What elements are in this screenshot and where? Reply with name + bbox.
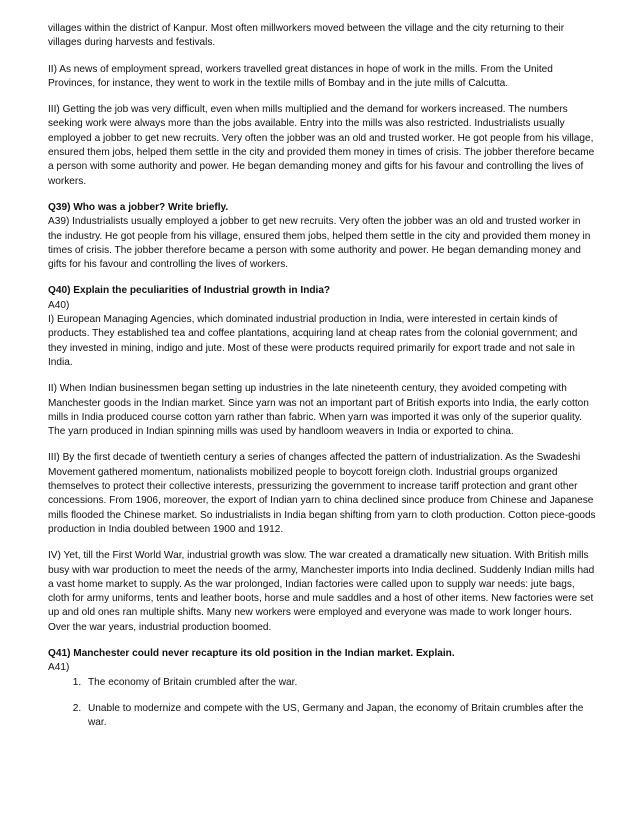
- q41-answer-label: A41): [48, 662, 70, 674]
- q40-section: [48, 284, 596, 635]
- q40-point: II) When Indian businessmen began setting up industries in the late nineteenth century, they avoided competing with Manchester goods in the Indian market. Since yarn was not an important part of British exports into India, the early cotton mills in India produced course cotton yarn rather than fabric. When yarn was imported it was only of the superior quality. The yarn produced in Indian spinning mills was used by handloom weavers in India or exported to china.: [48, 383, 589, 438]
- intro-paragraph: III) Getting the job was very difficult, even when mills multiplied and the demand for workers increased. The numbers seeking work were always more than the jobs available. Entry into the mills was also restricted. Industrialists usually employed a jobber to get new recruits. Very often the jobber was an old and trusted worker. He got people from his village, ensured them jobs, helped them settle in the city and provided them money in times of crisis. The jobber therefore became a person with some authority and power. He began demanding money and gifts for his favour and controlling the lives of workers.: [48, 104, 595, 187]
- q40-question: Q40) Explain the peculiarities of Industrial growth in India?: [48, 285, 331, 297]
- q41-question: Q41) Manchester could never recapture its old position in the Indian market. Explain.: [48, 647, 455, 659]
- q41-answer-list: [48, 676, 596, 731]
- intro-paragraph: II) As news of employment spread, workers travelled great distances in hope of work in the mills. From the United Provinces, for instance, they went to work in the textile mills of Bombay and in the jute mills of Calcutta.: [48, 63, 553, 89]
- intro-paragraph: villages within the district of Kanpur. Most often millworkers moved between the village and the city returning to their villages during harvests and festivals.: [48, 23, 565, 49]
- q41-section: [48, 647, 596, 730]
- document-page: [48, 22, 596, 742]
- q39-answer: A39) Industrialists usually employed a jobber to get new recruits. Very often the jobber was an old and trusted worker in the industry. He got people from his village, ensured them jobs, helped them settle in the city and provided them money in times of crisis. The jobber therefore became a person with some authority and power. He began demanding money and gifts for his favour and controlling the lives of workers.: [48, 216, 591, 271]
- q40-point: IV) Yet, till the First World War, industrial growth was slow. The war created a dramatically new situation. With British mills busy with war production to meet the needs of the army, Manchester imports into India declined. Suddenly Indian mills had a vast home market to supply. As the war prolonged, Indian factories were called upon to supply war needs: jute bags, cloth for army uniforms, tents and leather boots, horse and mule saddles and a host of other items. New factories were set up and old ones ran multiple shifts. Many new workers were employed and everyone was made to work longer hours. Over the war years, industrial production boomed.: [48, 550, 595, 633]
- q40-point: III) By the first decade of twentieth century a series of changes affected the pattern of industrialization. As the Swadeshi Movement gathered momentum, nationalists mobilized people to boycott foreign cloth. Industrial groups organized themselves to protect their collective interests, pressurizing the government to increase tariff protection and grant other concessions. From 1906, moreover, the export of Indian yarn to china declined since produce from Chinese and Japanese mills flooded the Chinese market. So industrialists in India began shifting from yarn to cloth production. Cotton piece-goods production in India doubled between 1900 and 1912.: [48, 452, 596, 535]
- list-item: 1. The economy of Britain crumbled after the war.: [84, 676, 596, 690]
- q40-answer-label: A40): [48, 299, 70, 311]
- q40-point: I) European Managing Agencies, which dominated industrial production in India, were interested in certain kinds of products. They established tea and coffee plantations, acquiring land at cheap rates from the colonial government; and they invested in mining, indigo and jute. Most of these were products required primarily for export trade and not sale in India.: [48, 314, 578, 368]
- q39-question: Q39) Who was a jobber? Write briefly.: [48, 201, 229, 213]
- q39-section: [48, 201, 596, 272]
- list-item: 2. Unable to modernize and compete with the US, Germany and Japan, the economy of Britain crumbles after the war.: [84, 702, 596, 731]
